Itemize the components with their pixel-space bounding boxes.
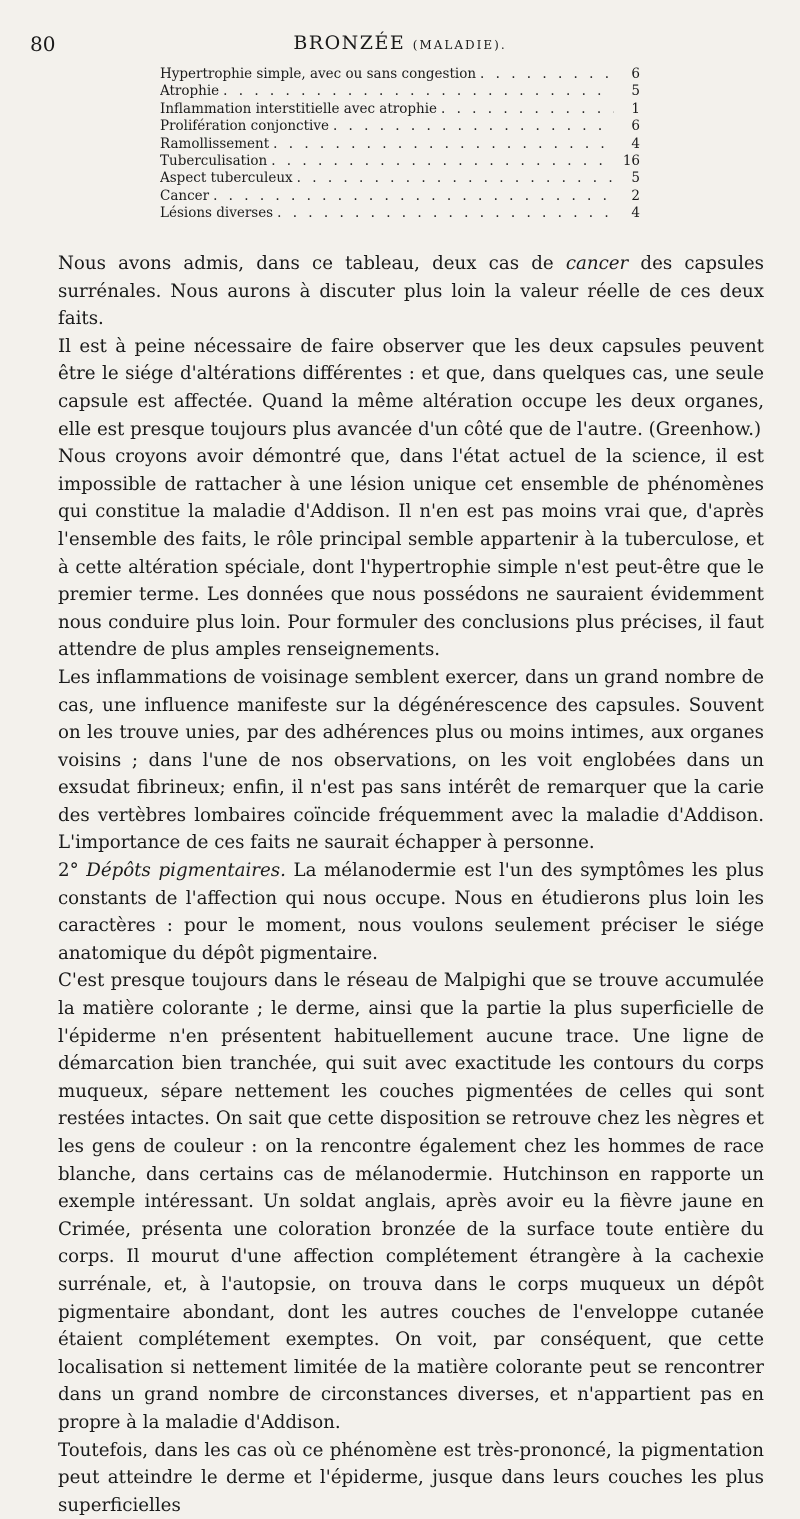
stat-row [160, 101, 640, 118]
stat-value: 1 [631, 100, 640, 117]
text-run: La mélanodermie est l'un des symptômes les plus constants de l'affection qui nous occupe. Nous en étudierons plus loin les caractères : pour le moment, nous voulons seulement préciser le siége anatomique du dépôt pigmentaire. [58, 860, 764, 964]
leader-dots [267, 153, 614, 170]
leader-dots [437, 101, 614, 118]
stat-label: Aspect tuberculeux [160, 170, 293, 187]
paragraph: Les inflammations de voisinage semblent exercer, dans un grand nombre de cas, une influence manifeste sur la dégénérescence des capsules. Souvent on les trouve unies, par des adhérences plus ou moins intimes, aux organes voisins ; dans l'une de nos observations, on les voit englobées dans un exsudat fibrineux; enfin, il n'est pas sans intérêt de remarquer que la carie des vertèbres lombaires coïncide fréquemment avec la maladie d'Addison. L'importance de ces faits ne saurait échapper à personne. [58, 666, 764, 854]
stat-value: 4 [631, 205, 640, 222]
body-text [58, 250, 764, 1519]
stat-value: 6 [631, 66, 640, 82]
stat-label: Atrophie [160, 83, 220, 100]
section-number: 2° [58, 860, 87, 882]
running-title-main: BRONZÉE [293, 32, 406, 54]
text-run: Nous avons admis, dans ce tableau, deux cas de [58, 253, 566, 274]
paragraph: Il est à peine nécessaire de faire observer que les deux capsules peuvent être le siége d'altérations différentes : et que, dans quelques cas, une seule capsule est affectée. Quand la même altération occupe les deux organes, elle est presque toujours plus avancée d'un côté que de l'autre. (Greenhow.) [58, 335, 764, 440]
stat-value: 5 [631, 83, 640, 100]
paragraph [58, 250, 764, 333]
stat-value: 4 [631, 135, 640, 152]
stat-row [160, 153, 640, 170]
stat-label: Hypertrophie simple, avec ou sans congestion [160, 66, 477, 82]
lesion-statistics-table [160, 66, 640, 223]
emphasis: cancer [565, 253, 629, 274]
running-title [30, 32, 770, 54]
leader-dots [269, 136, 614, 153]
leader-dots [209, 188, 614, 205]
running-title-suffix: (MALADIE). [412, 38, 507, 52]
text-run: des capsules surrénales. Nous aurons à discuter plus loin la valeur réelle de ces deux faits. [58, 253, 765, 330]
page-header [30, 32, 770, 62]
stat-label: Cancer [160, 187, 210, 204]
stat-row [160, 118, 640, 135]
leader-dots [476, 66, 614, 83]
stat-label: Ramollissement [160, 135, 270, 152]
stat-label: Inflammation interstitielle avec atrophie [160, 100, 438, 117]
stat-value: 5 [631, 170, 640, 187]
stat-label: Tuberculisation [160, 153, 268, 170]
stat-value: 6 [631, 118, 640, 135]
leader-dots [329, 118, 614, 135]
stat-row [160, 188, 640, 205]
paragraph: Toutefois, dans les cas où ce phénomène est très-prononcé, la pigmentation peut atteindre le derme et l'épiderme, jusque dans leurs couches les plus superficielles [58, 1439, 764, 1516]
stat-row [160, 170, 640, 187]
stat-row [160, 66, 640, 83]
leader-dots [219, 83, 614, 100]
leader-dots [293, 170, 614, 187]
stat-row [160, 83, 640, 100]
paragraph: C'est presque toujours dans le réseau de Malpighi que se trouve accumulée la matière colorante ; le derme, ainsi que la partie la plus superficielle de l'épiderme n'en présentent habituellement aucune trace. Une ligne de démarcation bien tranchée, qui suit avec exactitude les contours du corps muqueux, sépare nettement les couches pigmentées de celles qui sont restées intactes. On sait que cette disposition se retrouve chez les nègres et les gens de couleur : on la rencontre également chez les hommes de race blanche, dans certains cas de mélanodermie. Hutchinson en rapporte un exemple intéressant. Un soldat anglais, après avoir eu la fièvre jaune en Crimée, présenta une coloration bronzée de la surface toute entière du corps. Il mourut d'une affection complétement étrangère à la cachexie surrénale, et, à l'autopsie, on trouva dans le corps muqueux un dépôt pigmentaire abondant, dont les autres couches de l'enveloppe cutanée étaient complétement exemptes. On voit, par conséquent, que cette localisation si nettement limitée de la matière colorante peut se rencontrer dans un grand nombre de circonstances diverses, et n'appartient pas en propre à la maladie d'Addison. [58, 970, 764, 1433]
page-number: 80 [30, 32, 56, 56]
stat-value: 2 [631, 187, 640, 204]
stat-row [160, 205, 640, 222]
paragraph [58, 857, 764, 967]
paragraph: Nous croyons avoir démontré que, dans l'état actuel de la science, il est impossible de rattacher à une lésion unique cet ensemble de phénomènes qui constitue la maladie d'Addison. Il n'en est pas moins vrai que, d'après l'ensemble des faits, le rôle principal semble appartenir à la tuberculose, et à cette altération spéciale, dont l'hypertrophie simple n'est peut-être que le premier terme. Les données que nous possédons ne sauraient évidemment nous conduire plus loin. Pour formuler des conclusions plus précises, il faut attendre de plus amples renseignements. [58, 446, 764, 661]
section-heading: Dépôts pigmentaires. [86, 860, 286, 882]
leader-dots [273, 205, 614, 222]
stat-label: Prolifération conjonctive [160, 118, 329, 135]
stat-row [160, 136, 640, 153]
stat-label: Lésions diverses [160, 205, 274, 222]
stat-value: 16 [622, 153, 640, 170]
